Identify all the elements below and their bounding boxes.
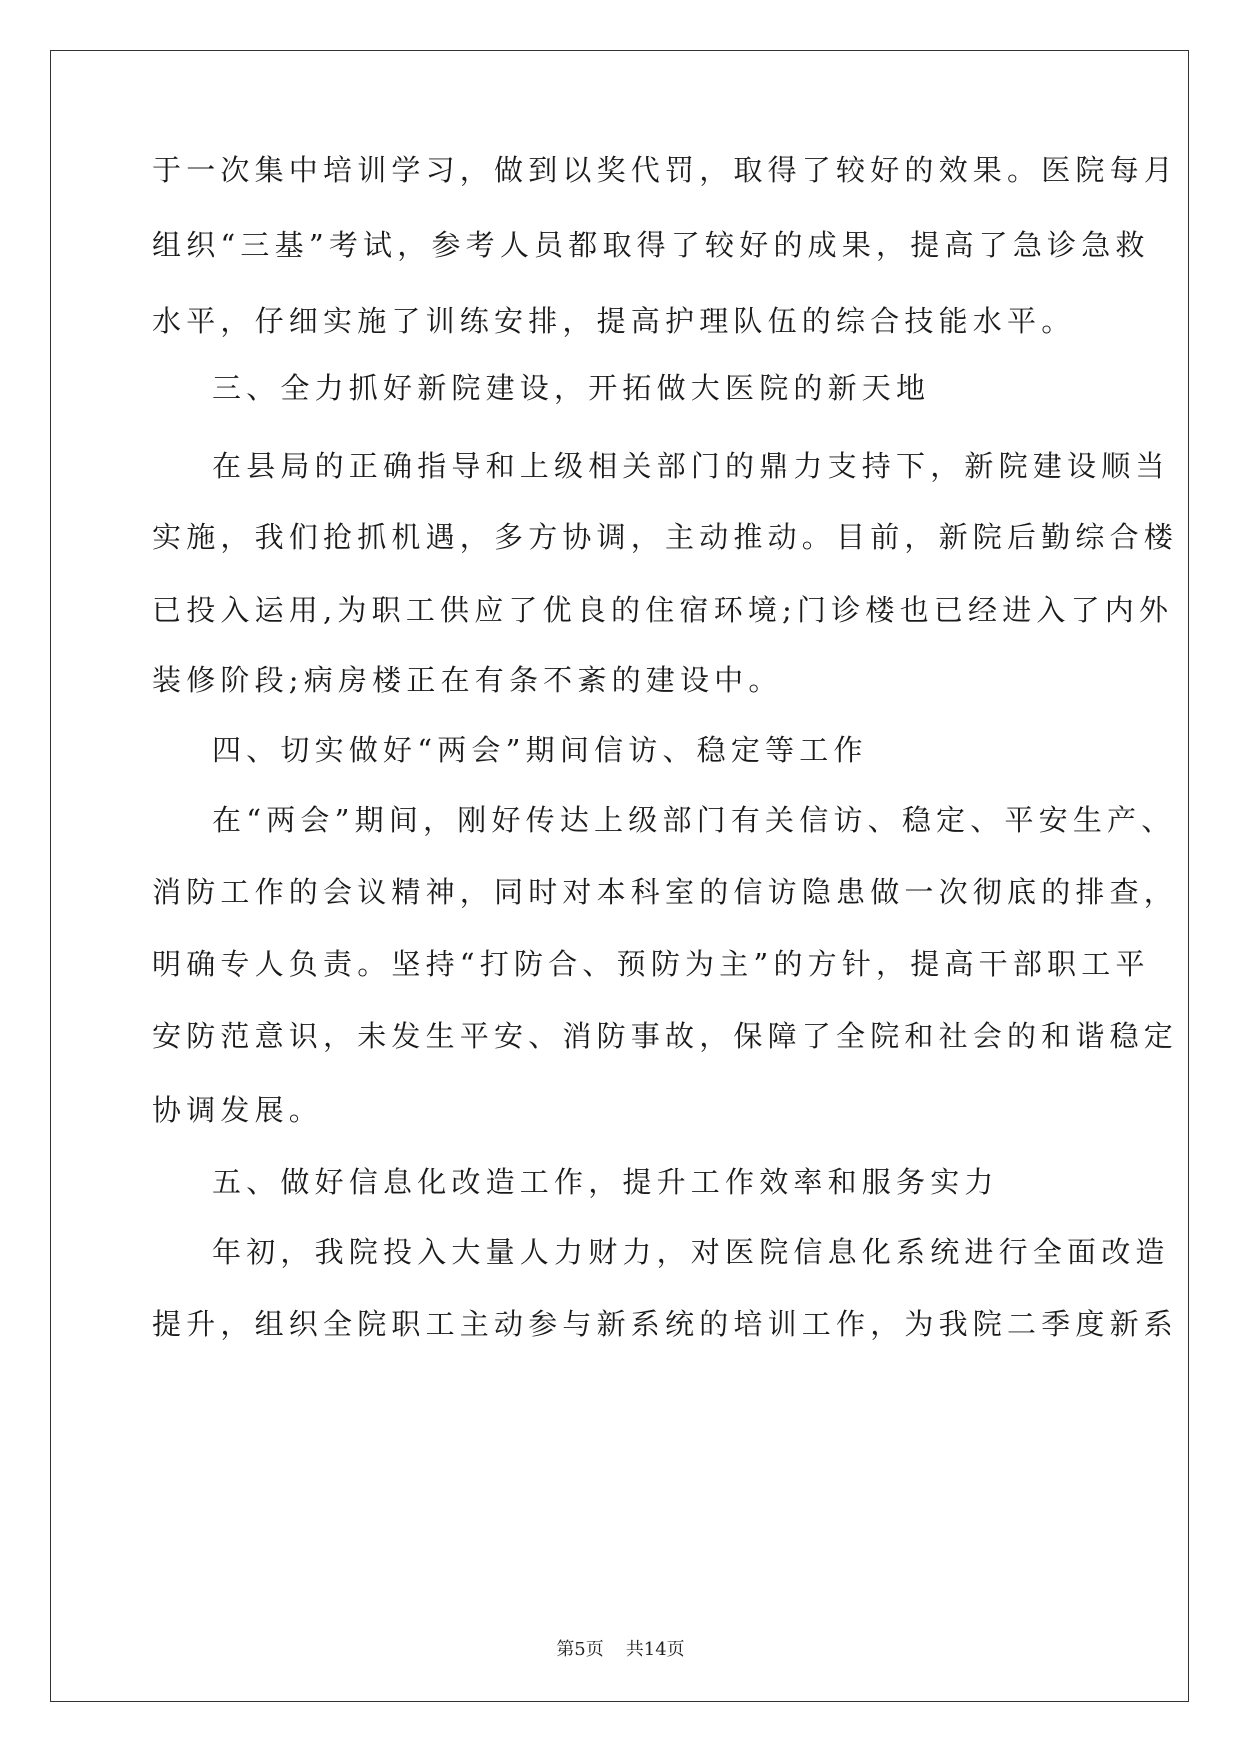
section-heading: 五、做好信息化改造工作，提升工作效率和服务实力 bbox=[212, 1165, 999, 1199]
paragraph-line: 协调发展。 bbox=[152, 1093, 324, 1127]
section-heading: 四、切实做好“两会”期间信访、稳定等工作 bbox=[212, 733, 868, 767]
paragraph-line: 已投入运用,为职工供应了优良的住宿环境;门诊楼也已经进入了内外 bbox=[152, 593, 1174, 627]
paragraph-line: 在县局的正确指导和上级相关部门的鼎力支持下，新院建设顺当 bbox=[212, 449, 1170, 483]
paragraph-line: 水平，仔细实施了训练安排，提高护理队伍的综合技能水平。 bbox=[152, 304, 1076, 338]
paragraph-line: 于一次集中培训学习，做到以奖代罚，取得了较好的效果。医院每月 bbox=[152, 153, 1179, 187]
paragraph-line: 消防工作的会议精神，同时对本科室的信访隐患做一次彻底的排查， bbox=[152, 875, 1179, 909]
paragraph-line: 提升，组织全院职工主动参与新系统的培训工作，为我院二季度新系 bbox=[152, 1307, 1179, 1341]
paragraph-line: 在“两会”期间，刚好传达上级部门有关信访、稳定、平安生产、 bbox=[212, 803, 1176, 837]
section-heading: 三、全力抓好新院建设，开拓做大医院的新天地 bbox=[212, 371, 931, 405]
page-number: 第5页 bbox=[556, 1639, 604, 1660]
paragraph-line: 实施，我们抢抓机遇，多方协调，主动推动。目前，新院后勤综合楼 bbox=[152, 520, 1179, 554]
paragraph-line: 安防范意识，未发生平安、消防事故，保障了全院和社会的和谐稳定 bbox=[152, 1019, 1179, 1053]
paragraph-line: 组织“三基”考试，参考人员都取得了较好的成果，提高了急诊急救 bbox=[152, 228, 1150, 262]
paragraph-line: 装修阶段;病房楼正在有条不紊的建设中。 bbox=[152, 663, 783, 697]
page-footer bbox=[0, 1638, 1241, 1662]
paragraph-line: 年初，我院投入大量人力财力，对医院信息化系统进行全面改造 bbox=[212, 1235, 1170, 1269]
page-total: 共14页 bbox=[625, 1639, 685, 1660]
paragraph-line: 明确专人负责。坚持“打防合、预防为主”的方针，提高干部职工平 bbox=[152, 947, 1150, 981]
